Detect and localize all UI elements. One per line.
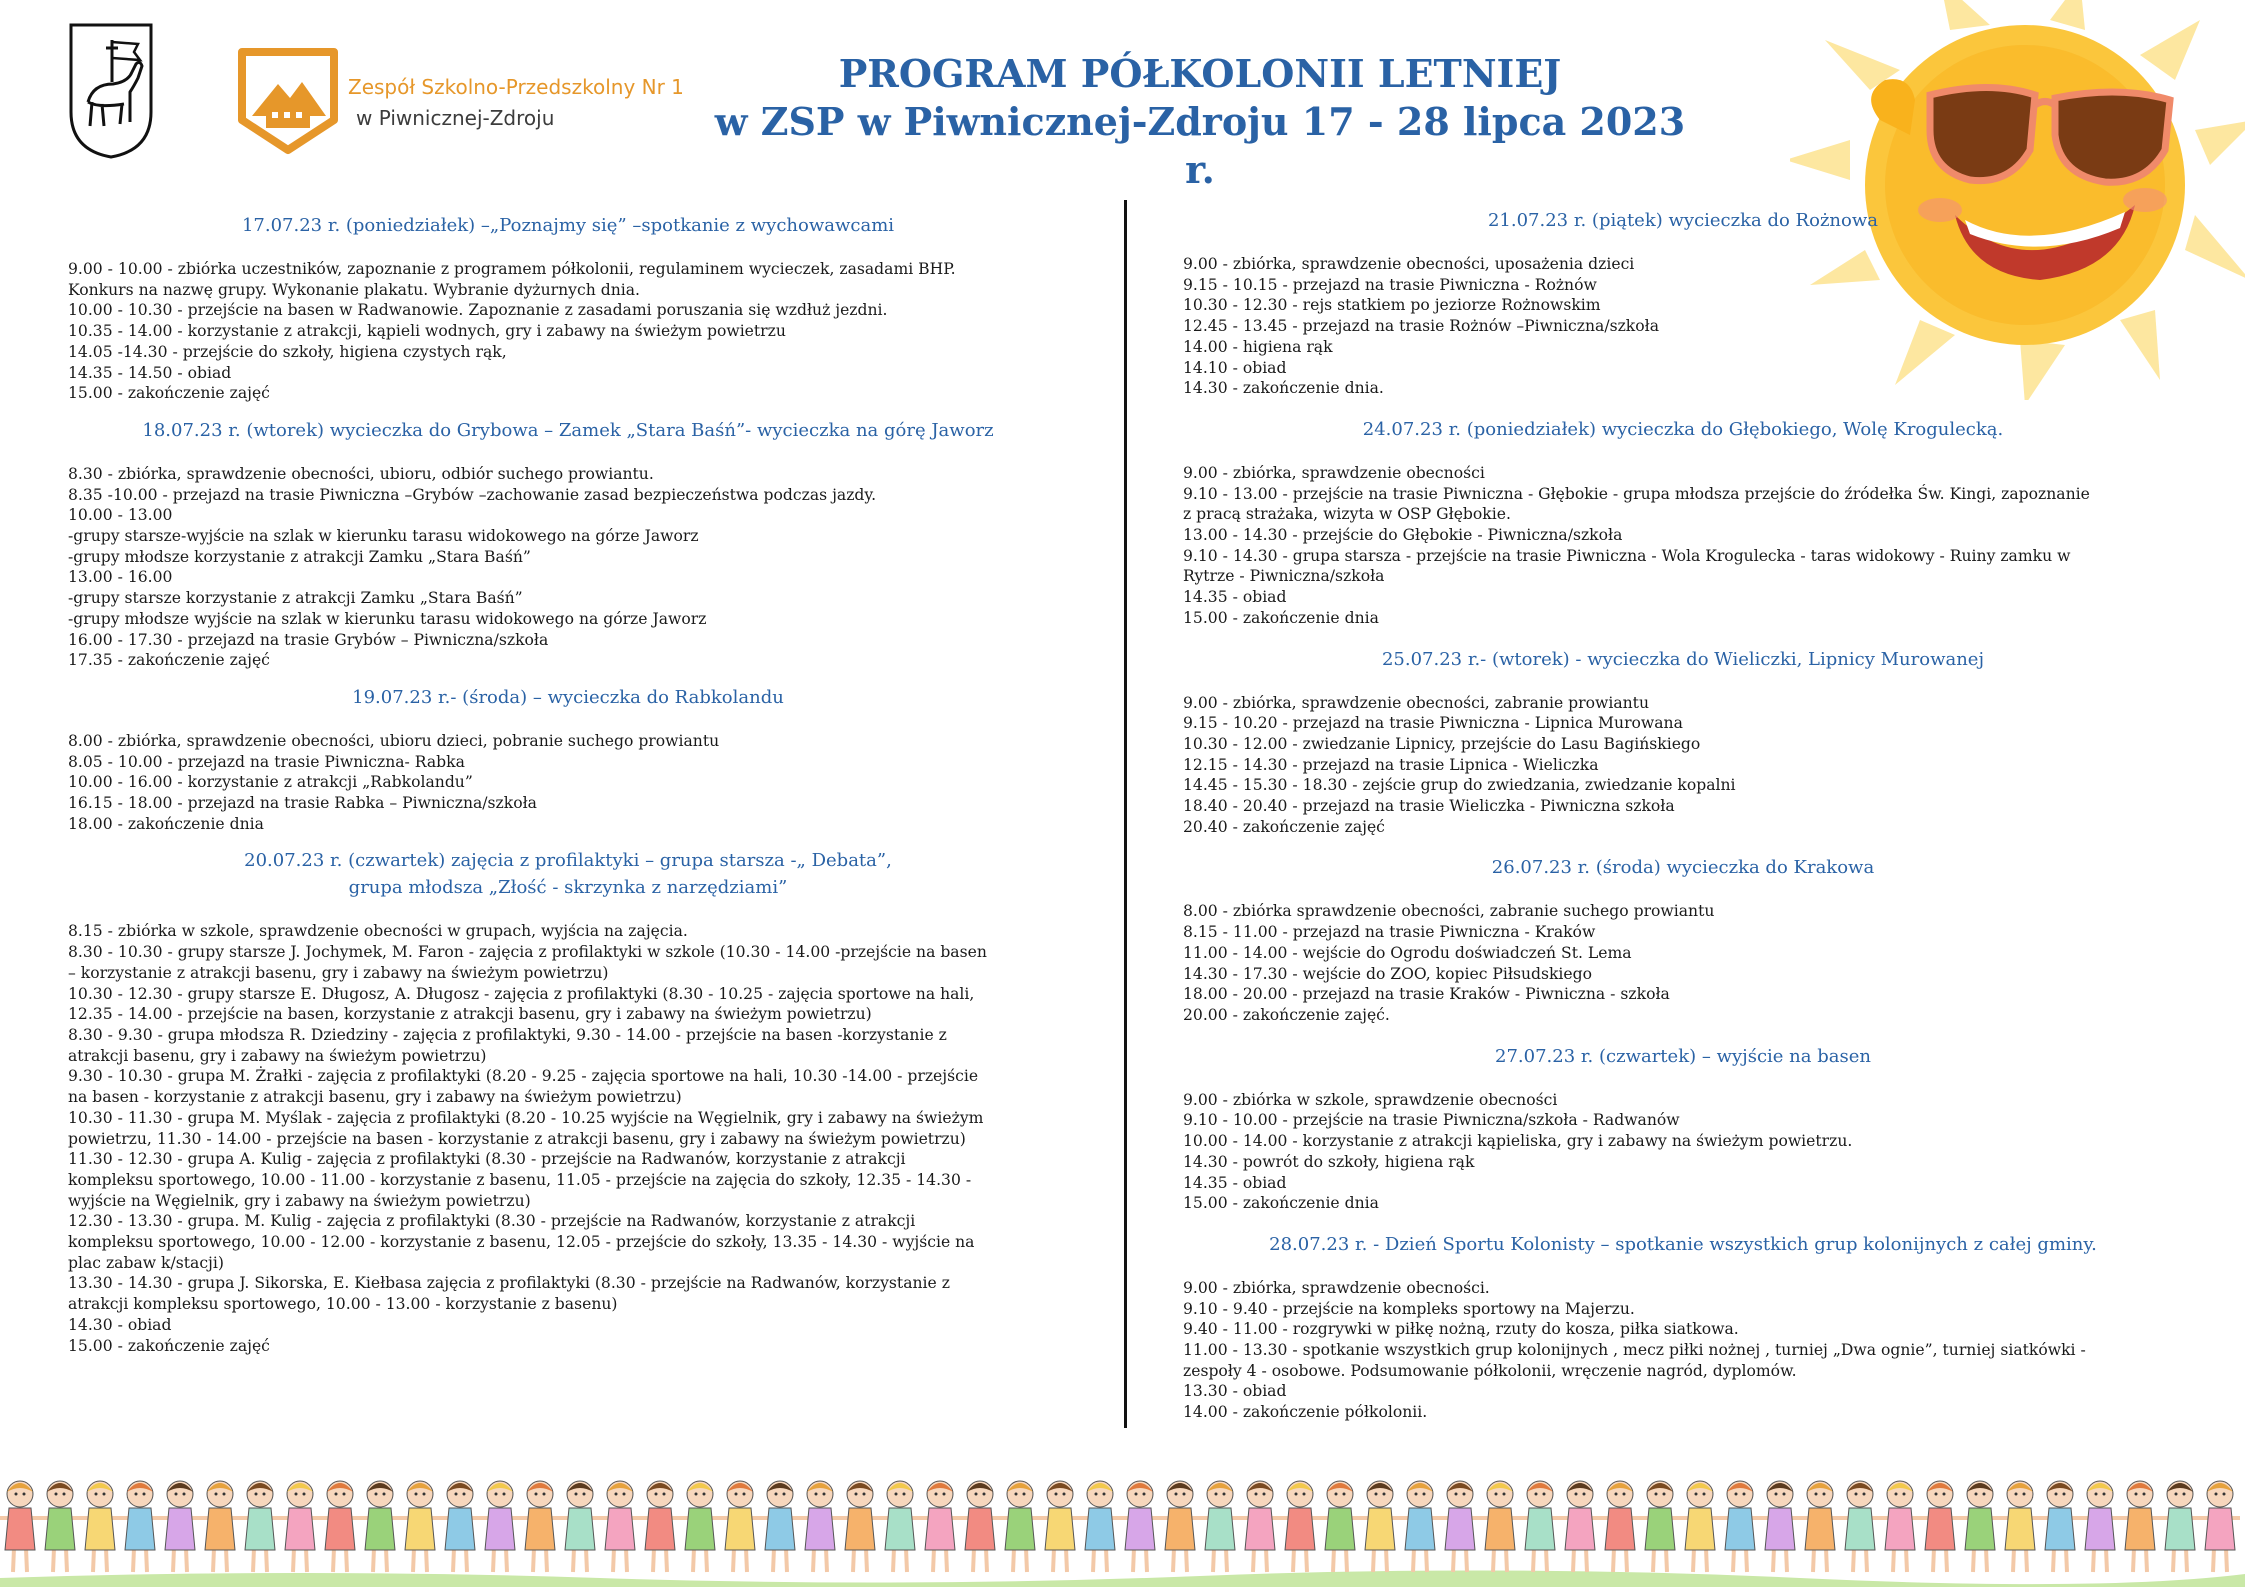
day-heading: 24.07.23 r. (poniedziałek) wycieczka do Głębokiego, Wolę Krogulecką. [1362,418,2004,440]
child-figure [1600,1481,1640,1572]
activity-line: 9.00 - zbiórka, sprawdzenie obecności, uposażenia dzieci [1183,255,1635,273]
activity-line: 10.00 - 14.00 - korzystanie z atrakcji kąpieliska, gry i zabawy na świeżym powietrzu. [1183,1132,1853,1151]
day-block-19-07 [68,684,1068,835]
title-line2: w ZSP w Piwnicznej-Zdroju 17 - 28 lipca 2023 r. [714,99,1686,192]
activity-line: z pracą strażaka, wizyta w OSP Głębokie. [1183,505,1511,524]
day-block-24-07 [1183,416,2183,629]
activity-line: 14.45 - 15.30 - 18.30 - zejście grup do zwiedzania, zwiedzanie kopalni [1183,776,1736,795]
activity-line: na basen - korzystanie z atrakcji basenu, gry i zabawy na świeżym powietrzu) [68,1088,682,1107]
activity-line: 9.10 - 10.00 - przejście na trasie Piwniczna/szkoła - Radwanów [1183,1111,1680,1130]
day-heading: 21.07.23 r. (piątek) wycieczka do Rożnowa [1487,210,1879,231]
day-heading: 17.07.23 r. (poniedziałek) –„Poznajmy się” –spotkanie z wychowawcami [241,215,895,236]
activity-line: -grupy starsze korzystanie z atrakcji Zamku „Stara Baśń” [68,589,523,608]
child-figure [0,1481,40,1572]
left-schedule-column [68,212,1068,1356]
activity-line: 18.40 - 20.40 - przejazd na trasie Wieliczka - Piwniczna szkoła [1183,797,1675,816]
activity-line: 14.30 - 17.30 - wejście do ZOO, kopiec Piłsudskiego [1183,964,1593,983]
child-figure [680,1481,720,1572]
coat-of-arms-icon [68,22,154,160]
activity-line: 8.15 - 11.00 - przejazd na trasie Piwniczna - Kraków [1183,923,1596,942]
activity-line: 9.00 - zbiórka w szkole, sprawdzenie obecności [1183,1090,1558,1109]
day-activities [1183,1278,2183,1423]
title-line1: PROGRAM PÓŁKOLONII LETNIEJ [838,51,1562,96]
activity-line: 11.00 - 14.00 - wejście do Ogrodu doświadczeń St. Lema [1183,943,1632,962]
day-heading: 19.07.23 r.- (środa) – wycieczka do Rabkolandu [352,686,784,708]
child-figure [1440,1481,1480,1572]
activity-line: 9.00 - zbiórka, sprawdzenie obecności [1183,463,1485,482]
activity-line: 8.30 - zbiórka, sprawdzenie obecności, ubioru, odbiór suchego prowiantu. [68,464,654,483]
activity-line: 20.40 - zakończenie zajęć [1183,817,1385,836]
activity-line: atrakcji basenu, gry i zabawy na świeżym powietrzu) [68,1046,487,1065]
child-figure [2200,1481,2240,1572]
activity-line: 10.30 - 11.30 - grupa M. Myślak - zajęcia z profilaktyki (8.20 - 10.25 wyjście na Węgielnik, gry i zabawy na świeżym [68,1108,984,1127]
activity-line: 17.35 - zakończenie zajęć [68,651,270,670]
child-figure [120,1481,160,1572]
activity-line: kompleksu sportowego, 10.00 - 12.00 - korzystanie z basenu, 12.05 - przejście do szkoły, 13.35 - 14.30 - wyjście na [68,1233,975,1252]
day-activities [68,731,1068,835]
child-figure [1200,1481,1240,1572]
activity-line: 12.45 - 13.45 - przejazd na trasie Rożnów –Piwniczna/szkoła [1183,317,1659,336]
child-figure [1280,1481,1320,1572]
school-name-line1: Zespół Szkolno-Przedszkolny Nr 1 [348,75,684,99]
child-figure [1000,1481,1040,1572]
child-figure [1720,1481,1760,1572]
child-figure [280,1481,320,1572]
activity-line: Rytrze - Piwniczna/szkoła [1183,567,1385,586]
activity-line: 8.00 - zbiórka sprawdzenie obecności, zabranie suchego prowiantu [1183,902,1715,921]
activity-line: -grupy młodsze wyjście na szlak w kierunku tarasu widokowego na górze Jaworz [68,609,707,628]
activity-line: 10.00 - 10.30 - przejście na basen w Radwanowie. Zapoznanie z zasadami poruszania się wzdłuż jezdni. [68,301,888,320]
child-figure [640,1481,680,1572]
day-block-20-07 [68,847,1068,1356]
activity-line: 10.35 - 14.00 - korzystanie z atrakcji, kąpieli wodnych, gry i zabawy na świeżym powietrzu [68,322,786,341]
child-figure [80,1481,120,1572]
day-block-28-07 [1183,1231,2183,1423]
activity-line: 10.30 - 12.30 - rejs statkiem po jeziorze Rożnowskim [1183,296,1601,315]
child-figure [880,1481,920,1572]
child-figure [1040,1481,1080,1572]
day-activities [68,259,1068,404]
child-figure [1840,1481,1880,1572]
child-figure [1640,1481,1680,1572]
child-figure [600,1481,640,1572]
activity-line: 14.35 - obiad [1183,588,1287,607]
child-figure [2160,1481,2200,1572]
activity-line: 12.30 - 13.30 - grupa. M. Kulig - zajęcia z profilaktyki (8.30 - przejście na Radwanów, korzystanie z atrakcji [68,1212,916,1231]
activity-line: 13.30 - 14.30 - grupa J. Sikorska, E. Kiełbasa zajęcia z profilaktyki (8.30 - przejście na Radwanów, korzystanie z [68,1274,950,1293]
day-activities [68,921,1068,1356]
activity-line: 12.35 - 14.00 - przejście na basen, korzystanie z atrakcji basenu, gry i zabawy na świeżym powietrzu) [68,1005,872,1024]
activity-line: plac zabaw k/stacji) [68,1253,224,1272]
activity-line: atrakcji kompleksu sportowego, 10.00 - 13.00 - korzystanie z basenu) [68,1295,618,1314]
child-figure [1680,1481,1720,1572]
activity-line: kompleksu sportowego, 10.00 - 11.00 - korzystanie z basenu, 11.05 - przejście na zajęcia do szkoły, 12.35 - 14.30 - [68,1170,972,1189]
child-figure [560,1481,600,1572]
child-figure [1880,1481,1920,1572]
activity-line: 20.00 - zakończenie zajęć. [1183,1005,1390,1024]
column-divider [1124,200,1127,1428]
activity-line: 14.00 - zakończenie półkolonii. [1183,1403,1428,1422]
activity-line: 8.05 - 10.00 - przejazd na trasie Piwniczna- Rabka [68,752,465,771]
activity-line: 18.00 - 20.00 - przejazd na trasie Kraków - Piwniczna - szkoła [1183,985,1670,1004]
child-figure [240,1481,280,1572]
activity-line: 15.00 - zakończenie zajęć [68,384,270,403]
child-figure [160,1481,200,1572]
activity-line: 9.00 - zbiórka, sprawdzenie obecności, zabranie prowiantu [1183,693,1649,712]
activity-line: 10.00 - 13.00 [68,506,173,525]
child-figure [440,1481,480,1572]
child-figure [520,1481,560,1572]
activity-line: 10.00 - 16.00 - korzystanie z atrakcji „Rabkolandu” [68,773,473,792]
day-block-21-07 [1183,207,2183,399]
child-figure [1760,1481,1800,1572]
activity-line: 8.15 - zbiórka w szkole, sprawdzenie obecności w grupach, wyjścia na zajęcia. [68,922,688,941]
day-block-25-07 [1183,646,2183,838]
activity-line: 14.30 - zakończenie dnia. [1183,379,1384,398]
activity-line: 12.15 - 14.30 - przejazd na trasie Lipnica - Wieliczka [1183,755,1599,774]
child-figure [1360,1481,1400,1572]
activity-line: 9.40 - 11.00 - rozgrywki w piłkę nożną, rzuty do kosza, piłka siatkowa. [1183,1320,1739,1339]
day-heading: 26.07.23 r. (środa) wycieczka do Krakowa [1491,857,1875,879]
child-figure [1520,1481,1560,1572]
activity-line: 8.00 - zbiórka, sprawdzenie obecności, ubioru dzieci, pobranie suchego prowiantu [68,731,720,750]
child-figure [1240,1481,1280,1572]
activity-line: 15.00 - zakończenie dnia [1183,608,1379,627]
activity-line: 11.00 - 13.30 - spotkanie wszystkich grup kolonijnych , mecz piłki nożnej , turniej „Dwa ognie”, turniej siatkówki - [1183,1341,2086,1360]
activity-line: 14.05 -14.30 - przejście do szkoły, higiena czystych rąk, [68,342,507,361]
day-block-17-07 [68,212,1068,404]
child-figure [720,1481,760,1572]
child-figure [480,1481,520,1572]
child-figure [2000,1481,2040,1572]
child-figure [920,1481,960,1572]
right-schedule-column [1183,207,2183,1423]
activity-line: 9.00 - zbiórka, sprawdzenie obecności. [1183,1278,1490,1297]
child-figure [1160,1481,1200,1572]
day-activities [1183,693,2183,838]
activity-line: – korzystanie z atrakcji basenu, gry i zabawy na świeżym powietrzu) [68,963,609,982]
activity-line: powietrzu, 11.30 - 14.00 - przejście na basen - korzystanie z atrakcji basenu, gry i zabawy na świeżym powietrzu) [68,1129,966,1148]
school-name-line2: w Piwnicznej-Zdroju [356,106,555,130]
activity-line: 11.30 - 12.30 - grupa A. Kulig - zajęcia z profilaktyki (8.30 - przejście na Radwanów, korzystanie z atrakcji [68,1150,906,1169]
activity-line: 15.00 - zakończenie zajęć [68,1336,270,1355]
activity-line: 13.00 - 14.30 - przejście do Głębokie - Piwniczna/szkoła [1183,526,1623,545]
child-figure [1800,1481,1840,1572]
activity-line: 16.15 - 18.00 - przejazd na trasie Rabka – Piwniczna/szkoła [68,794,537,813]
activity-line: -grupy młodsze korzystanie z atrakcji Zamku „Stara Baśń” [68,547,531,566]
activity-line: 8.35 -10.00 - przejazd na trasie Piwniczna –Grybów –zachowanie zasad bezpieczeństwa podczas jazdy. [68,485,877,504]
activity-line: 8.30 - 10.30 - grupy starsze J. Jochymek, M. Faron - zajęcia z profilaktyki w szkole (10.30 - 14.00 -przejście na basen [68,943,987,962]
activity-line: Konkurs na nazwę grupy. Wykonanie plakatu. Wybranie dyżurnych dnia. [68,280,640,299]
child-figure [1920,1481,1960,1572]
activity-line: wyjście na Węgielnik, gry i zabawy na świeżym powietrzu) [68,1191,531,1210]
day-heading: 18.07.23 r. (wtorek) wycieczka do Grybowa – Zamek „Stara Baśń”- wycieczka na górę Jaworz [142,419,994,441]
child-figure [400,1481,440,1572]
activity-line: -grupy starsze-wyjście na szlak w kierunku tarasu widokowego na górze Jaworz [68,527,699,546]
child-figure [1080,1481,1120,1572]
child-figure [1120,1481,1160,1572]
child-figure [1480,1481,1520,1572]
child-figure [960,1481,1000,1572]
day-heading: 25.07.23 r.- (wtorek) - wycieczka do Wieliczki, Lipnicy Murowanej [1381,648,1985,670]
child-figure [1400,1481,1440,1572]
activity-line: 9.10 - 9.40 - przejście na kompleks sportowy na Majerzu. [1183,1299,1635,1318]
activity-line: 16.00 - 17.30 - przejazd na trasie Grybów – Piwniczna/szkoła [68,630,549,649]
child-figure [1320,1481,1360,1572]
day-block-26-07 [1183,854,2183,1025]
child-figure [2040,1481,2080,1572]
child-figure [320,1481,360,1572]
activity-line: 14.30 - obiad [68,1315,172,1334]
child-figure [2080,1481,2120,1572]
activity-line: 18.00 - zakończenie dnia [68,814,264,833]
day-activities [1183,463,2183,629]
child-figure [360,1481,400,1572]
child-figure [840,1481,880,1572]
day-heading: 27.07.23 r. (czwartek) – wyjście na basen [1495,1045,1871,1067]
activity-line: 9.00 - 10.00 - zbiórka uczestników, zapoznanie z programem półkolonii, regulaminem wycieczek, zasadami BHP. [68,260,956,278]
children-holding-hands-border [0,1460,2245,1587]
activity-line: 14.35 - obiad [1183,1173,1287,1192]
day-activities [1183,901,2183,1025]
day-activities [68,464,1068,671]
activity-line: 9.10 - 13.00 - przejście na trasie Piwniczna - Głębokie - grupa młodsza przejście do źródełka Św. Kingi, zapoznanie [1183,484,2090,503]
child-figure [2120,1481,2160,1572]
activity-line: 14.35 - 14.50 - obiad [68,363,232,382]
activity-line: 15.00 - zakończenie dnia [1183,1194,1379,1213]
child-figure [800,1481,840,1572]
activity-line: 14.10 - obiad [1183,358,1287,377]
activity-line: 13.00 - 16.00 [68,568,173,587]
activity-line: 9.15 - 10.15 - przejazd na trasie Piwniczna - Rożnów [1183,275,1597,294]
day-heading: 28.07.23 r. - Dzień Sportu Kolonisty – spotkanie wszystkich grup kolonijnych z całej gminy. [1269,1233,2097,1255]
activity-line: 9.30 - 10.30 - grupa M. Żrałki - zajęcia z profilaktyki (8.20 - 9.25 - zajęcia sportowe na hali, 10.30 -14.00 - przejście [68,1067,979,1086]
day-block-18-07 [68,417,1068,671]
activity-line: 9.10 - 14.30 - grupa starsza - przejście na trasie Piwniczna - Wola Krogulecka - taras widokowy - Ruiny zamku w [1183,546,2071,565]
day-activities [1183,254,2183,399]
activity-line: zespoły 4 - osobowe. Podsumowanie półkolonii, wręczenie nagród, dyplomów. [1183,1361,1797,1380]
activity-line: 10.30 - 12.00 - zwiedzanie Lipnicy, przejście do Lasu Bagińskiego [1183,734,1701,753]
activity-line: 14.30 - powrót do szkoły, higiena rąk [1183,1152,1475,1171]
child-figure [1560,1481,1600,1572]
day-heading: 20.07.23 r. (czwartek) zajęcia z profilaktyki – grupa starsza -„ Debata”, grupa młodsza „Złość - skrzynka z narzędziami” [244,850,892,899]
child-figure [40,1481,80,1572]
activity-line: 14.00 - higiena rąk [1183,337,1333,356]
day-block-27-07 [1183,1043,2183,1214]
activity-line: 8.30 - 9.30 - grupa młodsza R. Dziedziny - zajęcia z profilaktyki, 9.30 - 14.00 - przejście na basen -korzystanie z [68,1025,947,1044]
child-figure [200,1481,240,1572]
activity-line: 10.30 - 12.30 - grupy starsze E. Długosz, A. Długosz - zajęcia z profilaktyki (8.30 - 10.25 - zajęcia sportowe na hali, [68,984,975,1003]
page-title [700,50,1700,194]
child-figure [760,1481,800,1572]
child-figure [1960,1481,2000,1572]
school-logo-icon [230,42,346,158]
activity-line: 9.15 - 10.20 - przejazd na trasie Piwniczna - Lipnica Murowana [1183,714,1683,733]
activity-line: 13.30 - obiad [1183,1382,1287,1401]
day-activities [1183,1090,2183,1214]
